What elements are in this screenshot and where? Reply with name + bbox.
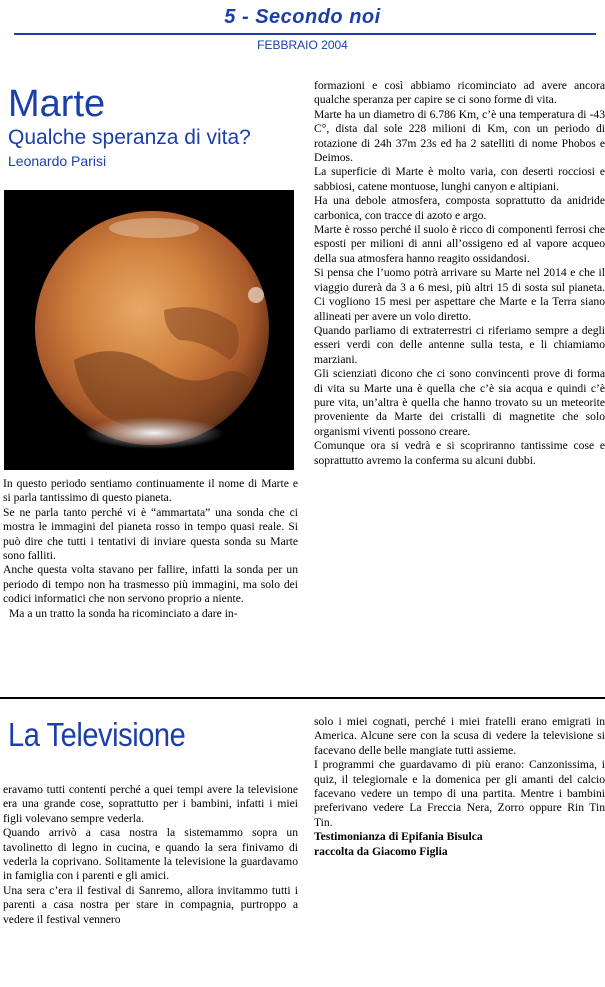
article2-left-paragraph: Quando arrivò a casa nostra la sistemammo sopra un tavolinetto di legno in cucina, e quando la sera finivamo di vederla la coprivano. Solitamente la televisione la guardavamo in famiglia con i parenti e gli amici. <box>3 826 298 883</box>
article1-left-paragraph: Anche questa volta stavano per fallire, infatti la sonda per un periodo di tempo non ha trasmesso più immagini, ma solo dei codici informatici che non servono proprio a niente. <box>3 563 298 606</box>
article1-left-paragraph: Ma a un tratto la sonda ha ricominciato a dare in- <box>9 606 238 620</box>
article2-left-paragraph: eravamo tutti contenti perché a quei tempi avere la televisione era una grande cose, soprattutto per i bambini, infatti i miei figli volevano sempre vederla. <box>3 783 298 825</box>
mars-planet-image <box>4 190 294 470</box>
article2-right-paragraph: solo i miei cognati, perché i miei fratelli erano emigrati in America. Alcune sere con la scusa di vedere la televisione si facevano delle belle mangiate tutti assieme. <box>314 715 605 757</box>
article1-right-paragraph: La superficie di Marte è molto varia, con deserti rocciosi e sabbiosi, catene montuose, lunghi canyon e altipiani. <box>314 165 605 193</box>
article1-column-left <box>3 477 298 621</box>
signature-line: raccolta da Giacomo Figlia <box>314 844 448 858</box>
article1-right-paragraph: Ha una debole atmosfera, composta soprattutto da anidride carbonica, con tracce di azoto e argo. <box>314 194 605 222</box>
article1-right-paragraph: Gli scienziati dicono che ci sono convincenti prove di forma di vita su Marte una è quella che c’è sia acqua e quindi c’è pure vita, un’altra è quella che hanno trovato su un meteorite proveniente da Marte dei cristalli di magnetite che solo organismi viventi possono creare. <box>314 367 605 438</box>
article2-right-paragraph: I programmi che guardavamo di più erano: Canzonissima, i quiz, il telegiornale e la domenica per gli amanti del calcio facevano vedere un tempo di una partita. Mentre i bambini preferivano vedere La Freccia Nera, Zorro oppure Rin Tin Tin. <box>314 758 605 829</box>
article1-right-paragraph: Comunque ora si vedrà e si scopriranno tantissime cose e soprattutto avremo la conferma su alcuni dubbi. <box>314 439 605 467</box>
article-author: Leonardo Parisi <box>8 153 107 169</box>
page-header-title: 5 - Secondo noi <box>224 6 381 28</box>
page-header-date: FEBBRAIO 2004 <box>257 38 348 52</box>
section-divider <box>0 697 605 699</box>
article2-left-paragraph: Una sera c’era il festival di Sanremo, allora invitammo tutti i parenti a casa nostra per stare in compagnia, purtroppo a vedere il festival vennero <box>3 883 298 926</box>
article-subtitle: Qualche speranza di vita? <box>8 126 251 149</box>
signature-line: Testimonianza di Epifania Bisulca <box>314 830 483 844</box>
article2-column-right <box>314 715 605 859</box>
article-title-marte: Marte <box>8 83 106 125</box>
article1-right-paragraph: Si pensa che l’uomo potrà arrivare su Marte nel 2014 e che il viaggio durerà da 3 a 6 mesi, più altri 15 di sosta sul pianeta. Ci vogliono 15 mesi per aspettare che Marte e la Terra siano allineati per avere un volo diretto. <box>314 266 605 323</box>
article1-left-paragraph: In questo periodo sentiamo continuamente il nome di Marte e si parla tantissimo di questo pianeta. <box>3 477 298 505</box>
header-rule <box>14 33 596 35</box>
article1-right-paragraph: Marte ha un diametro di 6.786 Km, c’è una temperatura di -43 C°, dista dal sole 228 milioni di Km, con un periodo di rotazione di 24h 37m 23s ed ha 2 satelliti di nome Phobos e Deimos. <box>314 107 605 165</box>
article1-right-paragraph: formazioni e così abbiamo ricominciato ad avere ancora qualche speranza per capire se ci sono forme di vita. <box>314 79 605 107</box>
article2-column-left <box>3 783 298 927</box>
article1-right-paragraph: Quando parliamo di extraterrestri ci riferiamo sempre a degli esseri verdi con delle antenne sulla testa, e li chiamiamo marziani. <box>314 323 605 366</box>
article1-left-paragraph: Se ne parla tanto perché vi è “ammartata” una sonda che ci mostra le immagini del pianeta rosso in tempo quasi reale. Si può dire che tutti i tentativi di inviare questa sonda su Marte sono falliti. <box>3 505 298 563</box>
article-title-televisione: La Televisione <box>8 716 186 753</box>
article1-right-paragraph: Marte è rosso perché il suolo è ricco di componenti ferrosi che esposti per milioni di anni all’ossigeno ed al vapore acqueo della sua atmosfera hanno reagito ossidandosi. <box>314 223 605 265</box>
mars-photo <box>4 190 294 470</box>
article1-column-right <box>314 79 605 468</box>
